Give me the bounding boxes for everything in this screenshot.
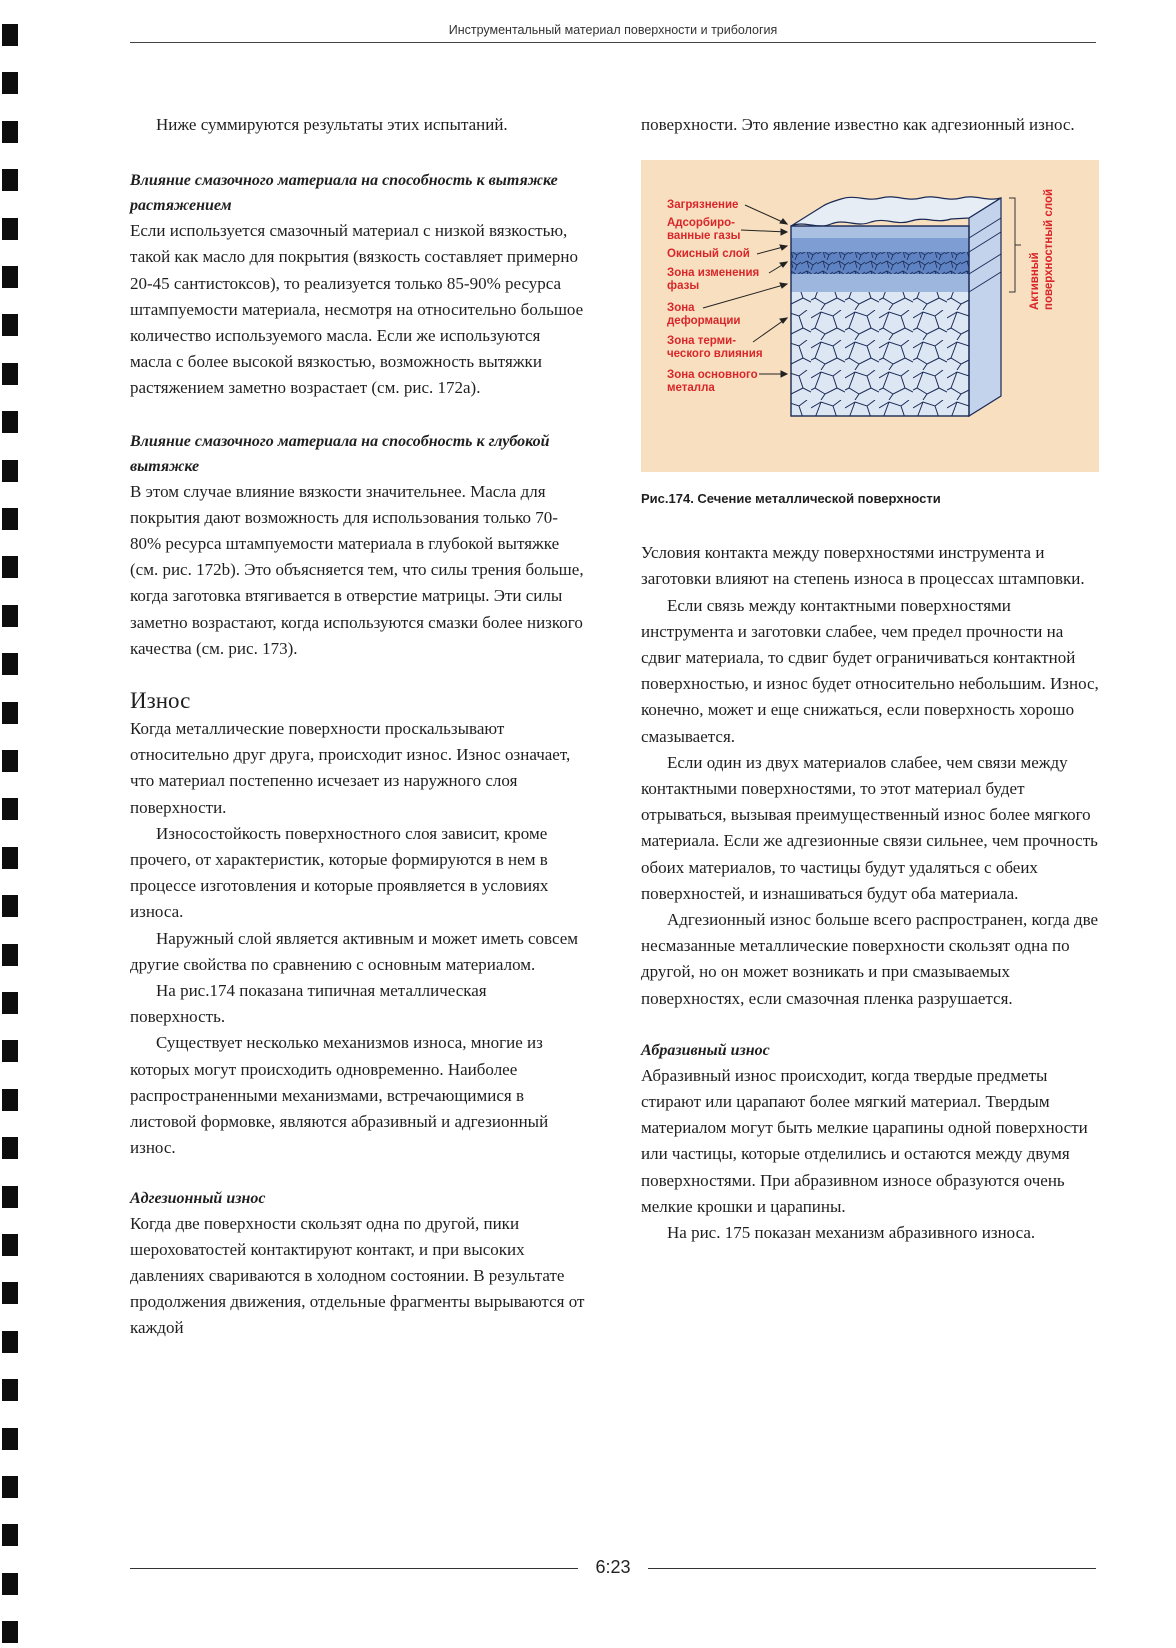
paragraph-contact: Условия контакта между поверхностями инструмента и заготовки влияют на степень износа в процессах штамповки. (641, 543, 1085, 589)
footer-rule-left (130, 1568, 578, 1569)
right-column (641, 112, 1099, 1246)
left-column (130, 112, 585, 1342)
paragraph-tensile: Если используется смазочный материал с низкой вязкостью, такой как масло для покрытия (вязкость составляет примерно 20-45 сантистоксов), то реализуется только 85-90% ресурса штампуемости материала, несмотря на относительно большое количество используемого масла. Если же используются масла с более высокой вязкостью, возможность вытяжки растяжением заметно возрастает (см. рис. 172а). (130, 221, 584, 398)
intro-paragraph: Ниже суммируются результаты этих испытаний. (156, 115, 508, 134)
page-footer (130, 1555, 1096, 1581)
running-header: Инструментальный материал поверхности и трибология (130, 20, 1096, 43)
label-phase-a: Зона изменения (667, 267, 760, 280)
binding-hole (2, 314, 18, 336)
label-phase-b: фазы (667, 280, 700, 293)
binding-hole (2, 1234, 18, 1256)
heading-abrasive-wear: Абразивный износ (641, 1041, 770, 1059)
label-active-layer-b: поверхностный слой (1043, 189, 1055, 311)
binding-hole (2, 1137, 18, 1159)
binding-hole (2, 1089, 18, 1111)
label-thermal-b: ческого влияния (667, 348, 763, 361)
label-base-b: металла (667, 382, 715, 395)
paragraph-wear-2: Износостойкость поверхностного слоя зависит, кроме прочего, от характеристик, которые формируются в нем в процессе изготовления и которые проявляется в условиях износа. (130, 823, 549, 922)
paragraph-bond-weak: Если связь между контактными поверхностями инструмента и заготовки слабее, чем предел прочности на сдвиг материала, то сдвиг будет ограничиваться контактной поверхностью, и износ будет относительно небольшим. Износ, конечно, может и еще снижаться, если поверхность хорошо смазывается. (641, 595, 1099, 746)
binding-hole (2, 24, 18, 46)
binding-hole (2, 1476, 18, 1498)
paragraph-abrasive-wear: Абразивный износ происходит, когда твердые предметы стирают или царапают более мягкий материал. Твердым материалом могут быть мелкие царапины одной поверхности или частицы, которые отделились и остаются между двумя поверхностями. При абразивном износе образуются очень мелкие крошки и царапины. (641, 1065, 1088, 1216)
binding-hole (2, 1331, 18, 1353)
binding-hole (2, 1186, 18, 1208)
paragraph-adhesive-wear: Когда две поверхности скользят одна по другой, пики шероховатостей контактируют контакт, и при высоких давлениях свариваются в холодном состоянии. В результате продолжения движения, отдельные фрагменты вырываются от каждой (130, 1213, 585, 1338)
label-active-layer-a: Активный (1029, 252, 1041, 311)
label-base-a: Зона основного (667, 369, 758, 382)
binding-hole (2, 1040, 18, 1062)
binding-hole (2, 266, 18, 288)
binding-hole (2, 460, 18, 482)
paragraph-wear-4: На рис.174 показана типичная металлическая поверхность. (130, 981, 487, 1027)
heading-deep-drawing: Влияние смазочного материала на способность к глубокой вытяжке (130, 432, 550, 475)
binding-hole (2, 1573, 18, 1595)
binding-hole (2, 1524, 18, 1546)
label-adsorbed-b: ванные газы (667, 230, 741, 243)
paragraph-wear-5: Существует несколько механизмов износа, многие из которых могут происходить одновременно. Наиболее распространенными механизмами, встречающимися в листовой формовке, являются абразивный и адгезионный износ. (130, 1033, 549, 1158)
figure-caption: Рис.174. Сечение металлической поверхности (641, 491, 941, 507)
binding-hole (2, 169, 18, 191)
binding-holes (0, 0, 28, 1648)
binding-hole (2, 411, 18, 433)
binding-hole (2, 702, 18, 724)
binding-hole (2, 1282, 18, 1304)
label-deform-a: Зона (667, 302, 695, 315)
footer-rule-right (648, 1568, 1096, 1569)
binding-hole (2, 556, 18, 578)
paragraph-adhesive-common: Адгезионный износ больше всего распространен, когда две несмазанные металлические поверхности скользят одна по другой, но он может возникать и при смазываемых поверхностях, если смазочная пленка разрушается. (641, 910, 1099, 1008)
paragraph-wear-3: Наружный слой является активным и может иметь совсем другие свойства по сравнению с основным материалом. (130, 928, 579, 974)
binding-hole (2, 847, 18, 869)
binding-hole (2, 653, 18, 675)
page-number: 6:23 (595, 1557, 631, 1577)
paragraph-figure-175: На рис. 175 показан механизм абразивного износа. (667, 1223, 1036, 1243)
binding-hole (2, 121, 18, 143)
binding-hole (2, 1621, 18, 1643)
binding-hole (2, 750, 18, 772)
heading-tensile: Влияние смазочного материала на способность к вытяжке растяжением (130, 172, 558, 215)
paragraph-material-weak: Если один из двух материалов слабее, чем связи между контактными поверхностями, то этот материал будет отрываться, вызывая преимущественный износ более мягкого материала. Если же адгезионные связи сильнее, чем прочность обоих материалов, то частицы будут удаляться с обеих поверхностей, и изнашиваться будут оба материала. (641, 752, 1098, 903)
binding-hole (2, 508, 18, 530)
metal-surface-cross-section (641, 160, 1099, 472)
binding-hole (2, 1379, 18, 1401)
binding-hole (2, 1428, 18, 1450)
continued-paragraph: поверхности. Это явление известно как адгезионный износ. (641, 115, 1075, 134)
binding-hole (2, 605, 18, 627)
label-thermal-a: Зона терми- (667, 335, 737, 348)
binding-hole (2, 218, 18, 240)
binding-hole (2, 363, 18, 385)
label-oxide: Окисный слой (667, 248, 750, 261)
binding-hole (2, 992, 18, 1014)
figure-174 (641, 160, 1099, 472)
binding-hole (2, 944, 18, 966)
binding-hole (2, 72, 18, 94)
binding-hole (2, 895, 18, 917)
paragraph-deep-drawing: В этом случае влияние вязкости значительнее. Масла для покрытия дают возможность для использования только 70-80% ресурса штампуемости материала в глубокой вытяжке (см. рис. 172b). Это объясняется тем, что силы трения больше, когда заготовка втягивается в отверстие матрицы. Эти силы заметно возрастают, когда используются смазки более низкого качества (см. рис. 173). (130, 481, 584, 658)
label-contamination: Загрязнение (667, 199, 739, 212)
heading-adhesive-wear: Адгезионный износ (130, 1189, 266, 1207)
label-adsorbed-a: Адсорбиро- (667, 217, 735, 230)
label-deform-b: деформации (667, 315, 741, 328)
heading-wear: Износ (130, 688, 191, 714)
paragraph-wear-1: Когда металлические поверхности проскальзывают относительно друг друга, происходит износ. Износ означает, что материал постепенно исчезает из наружного слоя поверхности. (130, 719, 571, 817)
binding-hole (2, 798, 18, 820)
